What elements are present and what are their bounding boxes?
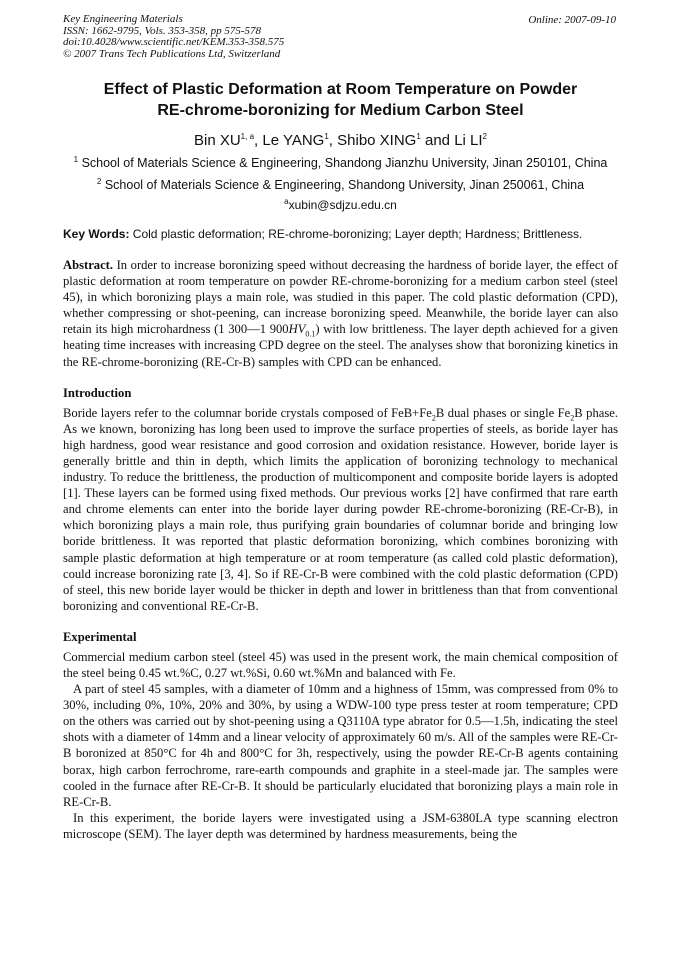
keywords	[63, 226, 618, 242]
author-separator: ,	[328, 132, 338, 149]
intro-text: B dual phases or single Fe	[435, 405, 571, 420]
author-name: Li LI	[454, 132, 483, 149]
hardness-unit-sub: 0.1	[305, 329, 316, 339]
author-email	[63, 198, 618, 212]
hardness-unit: HV	[288, 322, 306, 337]
intro-text: B phase. As we known, boronizing has long been used to improve the surface properties of steels, as boride layer has high hardness, good wear resistance and good corrosion and oxidation resistance. However, boride layer is generally brittle and thin in depth, which limits the application of boronizing technology to mechanical industry. To reduce the brittleness, the production of multicomponent and composite boride layers is adopted [1]. These layers can be formed using fixed methods. Our previous works [2] have confirmed that rare earth and chrome elements can enter into the boride layer during powder RE-chrome-boronizing (RE-Cr-B), in which boronizing plays a main role, thus purifying grain boundaries of columnar boride and bringing low boride brittleness. It was reported that plastic deformation boronizing, which combines boronizing with sample plastic deformation at high temperature or at room temperature (as called cold plastic deformation), could increase boronizing rate [3, 4]. So if RE-Cr-B were combined with the cold plastic deformation (CPD) of steel, this new boride layer would be thicker in depth and lower in brittleness than that from conventional boronizing and conventional RE-Cr-B.	[63, 405, 619, 613]
abstract-label: Abstract.	[63, 258, 114, 272]
affiliation-2	[63, 177, 618, 194]
abstract	[63, 257, 618, 370]
author-separator: and	[420, 132, 455, 149]
title-line-1: Effect of Plastic Deformation at Room Temperature on Powder	[103, 81, 578, 98]
experimental-paragraph-2: A part of steel 45 samples, with a diameter of 10mm and a highness of 15mm, was compressed from 0% to 30%, including 0%, 10%, 20% and 30%, by using a WDW-100 type press tester at room temperature; CPD on the others was carried out by shot-peening using a Q3110A type abrator for 0.5―1.5h, indicating the steel shots with a diameter of 14mm and a linear velocity of approximately 60 m/s. All of the samples were RE-Cr-B boronized at 850°C for 4h and 800°C for 3h, respectively, using the powder RE-Cr-B agents containing borax, high carbon ferrochrome, rare-earth compounds and graphite in a steel-made jar. The samples were cooled in the furnace after RE-Cr-B. It should be particularly elucidated that boronizing plays a main role in RE-Cr-B.	[63, 682, 618, 809]
subscript: 2	[431, 413, 436, 423]
intro-text: Boride layers refer to the columnar boride crystals composed of FeB+Fe	[63, 405, 432, 420]
author-name: Le YANG	[262, 132, 325, 149]
section-heading-experimental: Experimental	[63, 629, 137, 644]
section-heading-introduction: Introduction	[63, 385, 132, 400]
author-list	[63, 131, 618, 150]
issn-line: ISSN: 1662-9795, Vols. 353-358, pp 575-578	[63, 24, 261, 37]
paper-title	[63, 79, 618, 121]
affiliation-sup: 1	[73, 154, 79, 164]
introduction-paragraph	[63, 405, 618, 614]
affiliation-1	[63, 155, 618, 172]
author-sup: 2	[482, 132, 487, 141]
author-sup: 1, a	[240, 132, 255, 141]
doi-line: doi:10.4028/www.scientific.net/KEM.353-358.575	[63, 36, 285, 48]
title-line-2: RE-chrome-boronizing for Medium Carbon Steel	[157, 102, 524, 119]
keywords-label: Key Words:	[63, 227, 130, 241]
abstract-text: ) with low brittleness. The layer depth achieved for a given heating time increases with increasing CPD degree on the steel. The analyses show that boronizing kinetics in the RE-chrome-boronizing (RE-Cr-B) samples with CPD can be enhanced.	[63, 322, 618, 369]
affiliation-sup: 2	[96, 176, 102, 186]
author-name: Shibo XING	[337, 132, 417, 149]
copyright-line: © 2007 Trans Tech Publications Ltd, Switzerland	[63, 47, 281, 60]
author-sup: 1	[324, 132, 329, 141]
experimental-paragraph-1: Commercial medium carbon steel (steel 45) was used in the present work, the main chemical composition of the steel being 0.45 wt.%C, 0.27 wt.%Si, 0.60 wt.%Mn and balanced with Fe.	[63, 649, 618, 680]
journal-name: Key Engineering Materials	[63, 13, 183, 25]
experimental-paragraph-3: In this experiment, the boride layers were investigated using a JSM-6380LA type scanning electron microscope (SEM). The layer depth was determined by hardness measurements, being the	[63, 810, 618, 841]
email-sup: a	[284, 197, 289, 206]
affiliation-text: School of Materials Science & Engineering, Shandong Jianzhu University, Jinan 250101, China	[78, 156, 608, 170]
email-text: xubin@sdjzu.edu.cn	[288, 198, 397, 212]
affiliation-text: School of Materials Science & Engineering, Shandong University, Jinan 250061, China	[101, 178, 585, 192]
author-sup: 1	[416, 132, 421, 141]
author-name: Bin XU	[193, 132, 241, 149]
online-date: Online: 2007-09-10	[528, 14, 616, 26]
author-separator: ,	[254, 132, 263, 149]
abstract-text: In order to increase boronizing speed without decreasing the hardness of boride layer, the effect of plastic deformation at room temperature on powder RE-chrome-boronizing for a medium carbon steel (steel 45), in which boronizing plays a main role, was studied in this paper. The cold plastic deformation (CPD), whether compressing or shot-peening, can increase boronizing speed. Meanwhile, the boride layer can also retain its high microhardness (1 300―1 900	[63, 258, 618, 337]
keywords-text: Cold plastic deformation; RE-chrome-boronizing; Layer depth; Hardness; Brittleness.	[129, 227, 583, 241]
subscript: 2	[570, 413, 575, 423]
